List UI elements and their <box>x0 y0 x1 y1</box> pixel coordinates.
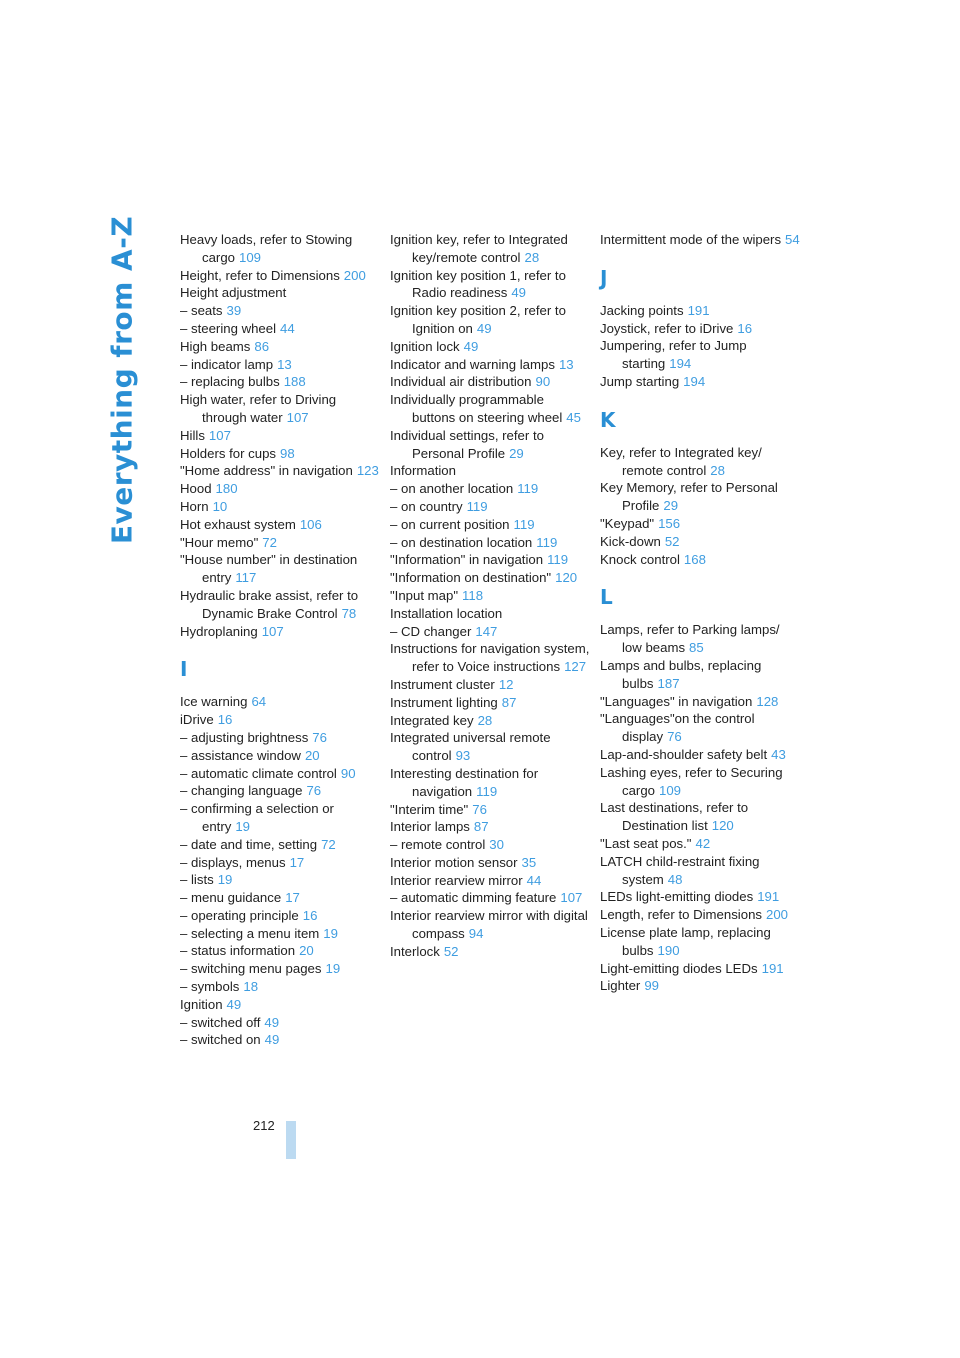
index-entry-term: Individually programmable buttons on steering wheel <box>390 392 563 425</box>
page-reference-link[interactable]: 17 <box>285 890 300 906</box>
index-entry-term: Integrated key <box>390 712 474 728</box>
index-entry <box>180 836 380 854</box>
index-entry <box>390 480 590 498</box>
index-entry <box>390 836 590 854</box>
index-entry-term: Ignition key, refer to Integrated key/remote control <box>390 232 568 265</box>
index-entry <box>180 747 380 765</box>
page-reference-link[interactable]: 200 <box>766 907 789 923</box>
index-entry-term: – confirming a selection or entry <box>180 801 334 834</box>
page-reference-link[interactable]: 119 <box>476 783 498 799</box>
index-entry <box>180 445 380 463</box>
page-reference-link[interactable]: 187 <box>657 675 680 691</box>
index-entry <box>390 462 590 480</box>
index-entry-term: Hills <box>180 427 205 443</box>
index-entry-term: – symbols <box>180 979 240 995</box>
page-reference-link[interactable]: 16 <box>737 320 753 336</box>
page-reference-link[interactable]: 119 <box>466 498 488 514</box>
page-reference-link[interactable]: 29 <box>509 445 524 461</box>
page-reference-link[interactable]: 49 <box>226 996 242 1012</box>
index-entry <box>390 801 590 819</box>
index-entry-term: – lists <box>180 872 214 888</box>
page-reference-link[interactable]: 107 <box>286 409 309 425</box>
index-entry-term: License plate lamp, replacing bulbs <box>600 924 771 958</box>
page-reference-link[interactable]: 188 <box>283 374 306 390</box>
index-entry-term: Jump starting <box>600 373 680 389</box>
index-entry <box>180 231 380 267</box>
index-entry <box>600 302 800 320</box>
page-reference-link[interactable]: 180 <box>215 481 238 497</box>
page-reference-link[interactable]: 45 <box>566 409 581 425</box>
index-entry-term: – status information <box>180 943 296 959</box>
index-entry-term: – operating principle <box>180 907 299 923</box>
page-reference-link[interactable]: 19 <box>325 961 341 977</box>
index-entry-term: Indicator and warning lamps <box>390 356 555 372</box>
index-entry <box>390 676 590 694</box>
index-entry-term: – replacing bulbs <box>180 374 280 390</box>
index-entry <box>180 284 380 302</box>
index-entry-term: Length, refer to Dimensions <box>600 907 762 923</box>
index-entry-term: Hydraulic brake assist, refer to Dynamic Brake Control <box>180 587 359 621</box>
page-reference-link[interactable]: 48 <box>667 871 683 887</box>
index-entry-term: Interior motion sensor <box>390 854 518 870</box>
index-entry <box>390 872 590 890</box>
page-reference-link[interactable]: 13 <box>558 356 574 372</box>
index-entry-term: – remote control <box>390 837 486 853</box>
index-entry-term: LEDs light-emitting diodes <box>600 889 754 905</box>
index-entry-term: "House number" in destination entry <box>180 552 358 586</box>
index-entry <box>180 854 380 872</box>
page-reference-link[interactable]: 128 <box>756 693 779 709</box>
index-entry-term: Intermittent mode of the wipers <box>600 232 782 247</box>
page-reference-link[interactable]: 85 <box>689 640 704 656</box>
index-entry-term: Light-emitting diodes LEDs <box>600 960 758 976</box>
index-entry <box>600 924 800 960</box>
index-entry <box>180 800 380 836</box>
index-entry-term: – switched on <box>180 1032 261 1048</box>
index-entry-term: LATCH child-restraint fixing system <box>600 853 760 887</box>
index-entry <box>390 231 590 267</box>
page-reference-link[interactable]: 191 <box>761 960 784 976</box>
page-reference-link[interactable]: 99 <box>644 978 659 994</box>
index-entry-term: "Information on destination" <box>390 570 552 586</box>
index-entry-term: "Hour memo" <box>180 534 259 550</box>
page-reference-link[interactable]: 120 <box>711 818 734 834</box>
index-entry <box>180 925 380 943</box>
index-entry-term: Lap-and-shoulder safety belt <box>600 746 768 762</box>
index-entry <box>390 818 590 836</box>
page-reference-link[interactable]: 90 <box>535 374 551 390</box>
page-reference-link[interactable]: 190 <box>657 942 680 958</box>
index-entry <box>180 1031 380 1049</box>
index-entry <box>600 320 800 338</box>
page-marker-bar <box>286 1121 296 1159</box>
index-entry <box>180 889 380 907</box>
page-reference-link[interactable]: 29 <box>663 498 679 514</box>
page-reference-link[interactable]: 49 <box>463 338 479 354</box>
page-reference-link[interactable]: 52 <box>443 943 459 959</box>
index-entry <box>390 765 590 801</box>
index-entry <box>390 534 590 552</box>
index-entry-term: – displays, menus <box>180 854 286 870</box>
index-entry <box>180 693 380 711</box>
index-entry <box>180 498 380 516</box>
index-column-1 <box>180 231 380 1049</box>
index-entry <box>390 729 590 765</box>
section-letter: K <box>600 407 616 432</box>
index-entry <box>600 551 800 569</box>
index-entry <box>390 551 590 569</box>
index-entry <box>180 907 380 925</box>
index-entry-term: Installation location <box>390 605 503 621</box>
index-entry <box>180 960 380 978</box>
page-reference-link[interactable]: 119 <box>513 516 535 532</box>
index-entry <box>180 871 380 889</box>
page-reference-link[interactable]: 39 <box>226 303 242 319</box>
index-entry-term: Knock control <box>600 551 680 567</box>
index-entry <box>390 712 590 730</box>
index-entry-term: "Information" in navigation <box>390 552 544 568</box>
page-reference-link[interactable]: 123 <box>356 463 379 479</box>
index-entry <box>180 427 380 445</box>
page-reference-link[interactable]: 107 <box>261 623 284 639</box>
page-reference-link[interactable]: 93 <box>455 748 471 764</box>
index-entry-term: Heavy loads, refer to Stowing cargo <box>180 232 353 265</box>
page-reference-link[interactable]: 12 <box>498 676 514 692</box>
index-entry <box>600 710 800 746</box>
index-entry-term: "Languages" in navigation <box>600 693 753 709</box>
index-entry-term: – adjusting brightness <box>180 729 309 745</box>
page-reference-link[interactable]: 107 <box>560 890 583 906</box>
index-entry <box>180 551 380 587</box>
page-reference-link[interactable]: 87 <box>501 694 517 710</box>
section-letter: L <box>600 585 613 610</box>
index-entry <box>180 978 380 996</box>
index-entry <box>180 1014 380 1032</box>
index-entry <box>180 267 380 285</box>
index-entry-term: – indicator lamp <box>180 356 274 372</box>
index-entry-term: Ice warning <box>180 694 248 710</box>
page-reference-link[interactable]: 78 <box>341 605 357 621</box>
index-entry-term: Key, refer to Integrated key/ remote control <box>600 444 762 478</box>
page-reference-link[interactable]: 76 <box>472 801 487 817</box>
page-reference-link[interactable]: 72 <box>321 836 336 852</box>
index-entry-term: "Interim time" <box>390 801 469 817</box>
index-entry <box>390 605 590 623</box>
index-entry-term: – seats <box>180 303 223 319</box>
page-reference-link[interactable]: 76 <box>312 729 327 745</box>
index-entry-term: Lighter <box>600 978 641 994</box>
index-entry <box>390 889 590 907</box>
index-entry <box>180 623 380 641</box>
page-reference-link[interactable]: 119 <box>547 552 569 568</box>
index-entry <box>180 765 380 783</box>
page-reference-link[interactable]: 156 <box>658 515 681 531</box>
page-reference-link[interactable]: 194 <box>669 356 692 372</box>
page-reference-link[interactable]: 54 <box>785 232 800 247</box>
index-entry-term: iDrive <box>180 712 214 728</box>
index-entry-term: Lamps, refer to Parking lamps/ low beams <box>600 622 780 656</box>
index-entry <box>600 764 800 800</box>
index-entry <box>180 320 380 338</box>
index-entry-term: Individual air distribution <box>390 374 532 390</box>
index-entry-term: Ignition key position 1, refer to Radio readiness <box>390 267 566 301</box>
index-entry <box>180 356 380 374</box>
index-entry-term: Ignition lock <box>390 338 460 354</box>
page-reference-link[interactable]: 20 <box>299 943 314 959</box>
index-entry-term: Instrument lighting <box>390 694 498 710</box>
index-entry-term: – switched off <box>180 1014 261 1030</box>
index-entry-term: Instructions for navigation system, refer to Voice instructions <box>390 641 590 675</box>
index-entry-term: Interior lamps <box>390 819 470 835</box>
page-reference-link[interactable]: 127 <box>564 659 587 675</box>
index-entry <box>390 854 590 872</box>
page-reference-link[interactable]: 20 <box>304 747 320 763</box>
index-entry <box>180 782 380 800</box>
index-entry <box>390 391 590 427</box>
index-entry-term: Jumpering, refer to Jump starting <box>600 338 747 372</box>
page-reference-link[interactable]: 147 <box>475 623 498 639</box>
page-reference-link[interactable]: 87 <box>473 819 489 835</box>
index-entry <box>390 623 590 641</box>
index-entry <box>600 906 800 924</box>
page-reference-link[interactable]: 44 <box>280 320 295 336</box>
page-reference-link[interactable]: 52 <box>664 533 680 549</box>
index-entry <box>180 711 380 729</box>
index-column-3 <box>600 231 800 995</box>
index-entry-term: – on destination location <box>390 534 533 550</box>
page-reference-link[interactable]: 200 <box>343 267 366 283</box>
index-entry <box>390 427 590 463</box>
page-reference-link[interactable]: 194 <box>683 373 706 389</box>
page-number: 212 <box>253 1118 275 1133</box>
index-entry-term: Height adjustment <box>180 285 287 301</box>
index-entry <box>180 516 380 534</box>
index-entry-term: Interior rearview mirror with digital compass <box>390 908 588 942</box>
index-entry <box>600 835 800 853</box>
index-entry <box>390 907 590 943</box>
page-reference-link[interactable]: 49 <box>264 1032 280 1048</box>
page-reference-link[interactable]: 120 <box>555 570 578 586</box>
page-reference-link[interactable]: 94 <box>468 926 484 942</box>
index-entry <box>600 977 800 995</box>
index-entry <box>600 693 800 711</box>
page-reference-link[interactable]: 118 <box>462 587 484 603</box>
index-entry-term: Key Memory, refer to Personal Profile <box>600 480 778 514</box>
index-entry <box>180 373 380 391</box>
index-entry <box>600 373 800 391</box>
section-letter: J <box>600 265 608 290</box>
index-entry <box>600 479 800 515</box>
index-entry-term: Ignition key position 2, refer to Ignition on <box>390 303 566 336</box>
page-reference-link[interactable]: 90 <box>340 765 356 781</box>
index-entry-term: Horn <box>180 498 209 514</box>
index-entry <box>180 302 380 320</box>
index-entry-term: "Home address" in navigation <box>180 463 353 479</box>
index-entry <box>600 888 800 906</box>
page-reference-link[interactable]: 168 <box>683 551 706 567</box>
page-reference-link[interactable]: 49 <box>476 320 492 336</box>
index-entry <box>390 338 590 356</box>
index-entry-term: High water, refer to Driving through water <box>180 392 337 425</box>
index-entry-term: Kick-down <box>600 533 661 549</box>
page-reference-link[interactable]: 19 <box>217 872 233 888</box>
index-entry-term: – on another location <box>390 481 514 497</box>
index-entry-term: – on country <box>390 498 463 514</box>
index-entry-term: Joystick, refer to iDrive <box>600 320 734 336</box>
index-entry <box>180 587 380 623</box>
page-reference-link[interactable]: 16 <box>302 907 318 923</box>
page-reference-link[interactable]: 28 <box>524 249 540 265</box>
index-entry-term: Jacking points <box>600 302 684 318</box>
index-entry <box>180 462 380 480</box>
index-entry-term: – on current position <box>390 516 510 532</box>
index-entry-term: Holders for cups <box>180 445 277 461</box>
index-entry <box>600 657 800 693</box>
page-reference-link[interactable]: 43 <box>771 746 786 762</box>
index-entry-term: Lamps and bulbs, replacing bulbs <box>600 657 762 691</box>
index-entry <box>600 960 800 978</box>
index-entry <box>600 533 800 551</box>
index-entry-term: – automatic dimming feature <box>390 890 557 906</box>
page-reference-link[interactable]: 109 <box>659 782 682 798</box>
index-entry <box>180 391 380 427</box>
page-reference-link[interactable]: 86 <box>254 338 270 354</box>
page-reference-link[interactable]: 16 <box>217 712 233 728</box>
index-entry-term: "Input map" <box>390 587 459 603</box>
page-reference-link[interactable]: 106 <box>299 516 322 532</box>
index-column-2 <box>390 231 590 961</box>
index-entry-term: – CD changer <box>390 623 472 639</box>
page-reference-link[interactable]: 98 <box>280 445 295 461</box>
index-entry-term: "Keypad" <box>600 515 655 531</box>
page-reference-link[interactable]: 28 <box>710 462 725 478</box>
index-entry <box>390 943 590 961</box>
page-reference-link[interactable]: 35 <box>521 854 537 870</box>
index-entry-term: – selecting a menu item <box>180 925 320 941</box>
index-entry <box>390 587 590 605</box>
index-entry <box>180 338 380 356</box>
index-entry <box>390 373 590 391</box>
index-entry <box>600 853 800 889</box>
index-entry-term: Individual settings, refer to Personal Profile <box>390 427 544 461</box>
index-entry-term: Hood <box>180 481 212 497</box>
index-entry-term: Height, refer to Dimensions <box>180 267 340 283</box>
page-reference-link[interactable]: 19 <box>323 925 338 941</box>
page-reference-link[interactable]: 49 <box>511 285 526 301</box>
index-entry <box>180 729 380 747</box>
index-entry-term: Integrated universal remote control <box>390 730 551 764</box>
index-entry-term: Lashing eyes, refer to Securing cargo <box>600 764 783 798</box>
index-entry-term: Hot exhaust system <box>180 516 296 532</box>
page-reference-link[interactable]: 119 <box>536 534 558 550</box>
index-entry-term: Interesting destination for navigation <box>390 765 539 799</box>
index-entry-term: – steering wheel <box>180 320 277 336</box>
page-reference-link[interactable]: 19 <box>235 818 250 834</box>
page-reference-link[interactable]: 76 <box>667 729 682 745</box>
index-entry <box>600 444 800 480</box>
page-reference-link[interactable]: 119 <box>517 481 539 497</box>
index-entry <box>390 516 590 534</box>
index-entry <box>180 996 380 1014</box>
index-entry-term: – menu guidance <box>180 890 282 906</box>
page-reference-link[interactable]: 42 <box>695 835 711 851</box>
page-reference-link[interactable]: 117 <box>235 570 257 586</box>
page-reference-link[interactable]: 191 <box>757 889 780 905</box>
index-entry-term: Last destinations, refer to Destination list <box>600 800 749 834</box>
page-reference-link[interactable]: 30 <box>489 837 504 853</box>
page-reference-link[interactable]: 109 <box>239 249 262 265</box>
index-entry-term: – switching menu pages <box>180 961 322 977</box>
index-entry-term: Interior rearview mirror <box>390 872 523 888</box>
index-entry <box>180 942 380 960</box>
index-entry-term: – assistance window <box>180 747 301 763</box>
page-reference-link[interactable]: 44 <box>526 872 542 888</box>
page-reference-link[interactable]: 13 <box>277 356 292 372</box>
index-entry <box>600 621 800 657</box>
index-entry-term: Information <box>390 463 456 479</box>
page-reference-link[interactable]: 28 <box>477 712 493 728</box>
index-entry-term: Ignition <box>180 996 223 1012</box>
index-entry <box>180 534 380 552</box>
index-entry-term: Interlock <box>390 943 440 959</box>
index-entry <box>390 694 590 712</box>
page-reference-link[interactable]: 64 <box>251 694 267 710</box>
page-reference-link[interactable]: 107 <box>208 427 231 443</box>
page-reference-link[interactable]: 18 <box>243 979 259 995</box>
index-entry <box>180 480 380 498</box>
index-entry <box>390 267 590 303</box>
page-reference-link[interactable]: 191 <box>687 302 710 318</box>
page-reference-link[interactable]: 72 <box>262 534 277 550</box>
index-entry-term: Hydroplaning <box>180 623 258 639</box>
section-letter: I <box>180 657 188 682</box>
index-entry <box>600 231 800 249</box>
page-reference-link[interactable]: 49 <box>264 1014 280 1030</box>
index-entry <box>600 515 800 533</box>
index-entry-term: Instrument cluster <box>390 676 495 692</box>
page-reference-link[interactable]: 17 <box>289 854 305 870</box>
index-entry <box>600 799 800 835</box>
index-entry-term: – automatic climate control <box>180 765 337 781</box>
index-entry-term: High beams <box>180 338 251 354</box>
index-entry <box>600 337 800 373</box>
page-reference-link[interactable]: 10 <box>212 498 228 514</box>
index-entry-term: "Languages"on the control display <box>600 711 755 745</box>
page-reference-link[interactable]: 76 <box>306 783 322 799</box>
index-entry <box>390 498 590 516</box>
index-entry-term: "Last seat pos." <box>600 835 692 851</box>
index-entry <box>600 746 800 764</box>
index-entry-term: – date and time, setting <box>180 836 318 852</box>
index-entry-term: – changing language <box>180 783 303 799</box>
index-entry <box>390 302 590 338</box>
section-title-text: Everything from A-Z <box>105 215 139 545</box>
index-entry <box>390 356 590 374</box>
index-entry <box>390 569 590 587</box>
index-entry <box>390 640 590 676</box>
